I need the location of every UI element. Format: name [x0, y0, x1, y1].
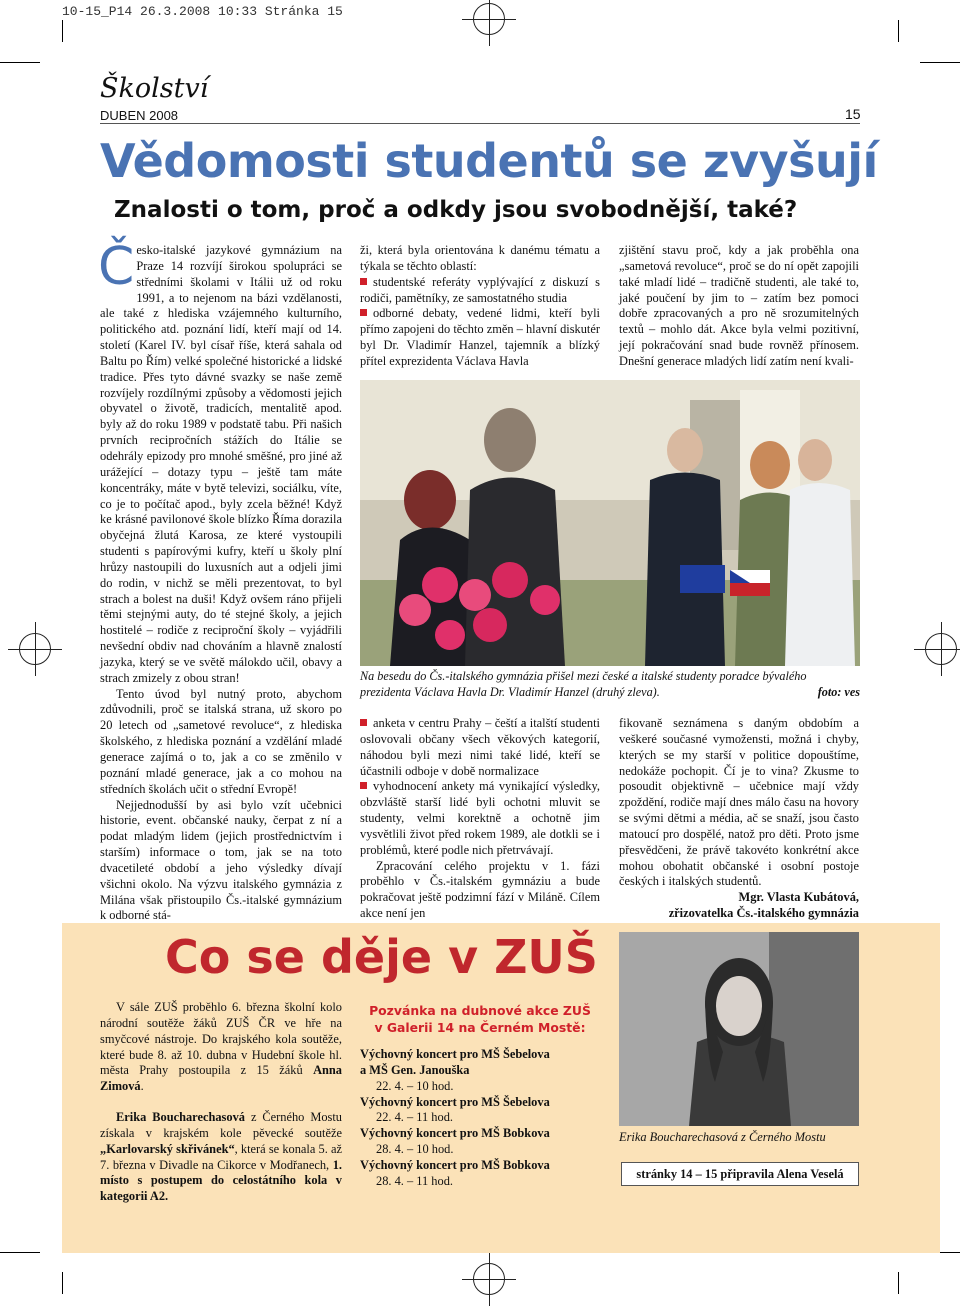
photo-credit: foto: ves — [817, 684, 860, 699]
photo-caption: Na besedu do Čs.-italského gymnázia přišel mezi české a italské studenty poradce bývalého prezidenta Václava Havla Dr. Vladimír Hanzel (druhý zleva). foto: ves — [360, 669, 860, 699]
concert-item: Výchovný koncert pro MŠ Bobkova 28. 4. – 11 hod. — [360, 1157, 550, 1188]
singer-photo-caption: Erika Boucharechasová z Černého Mostu — [619, 1130, 826, 1144]
crop-mark — [898, 20, 899, 42]
issue-date: DUBEN 2008 — [100, 108, 179, 123]
concert-item: Výchovný koncert pro MŠ Šebelova a MŠ Gen. Janouška 22. 4. – 10 hod. — [360, 1047, 550, 1093]
crop-mark — [62, 1272, 63, 1294]
article-column-1 — [98, 237, 342, 924]
print-slug: 10-15_P14 26.3.2008 10:33 Stránka 15 — [62, 4, 343, 19]
bullet-square-icon — [360, 278, 367, 285]
paragraph: ži, která byla orientována k danému tématu a týkala se těchto oblastí: — [360, 243, 600, 273]
bullet-item: studentské referáty vyplývající z diskuzí s rodiči, pamětníky, ze samostatného studia — [360, 274, 600, 305]
header-rule — [100, 123, 860, 124]
article-column-2 — [360, 243, 600, 370]
concert-list — [360, 1047, 600, 1190]
paragraph: fikovaně seznámena s daným obdobím a veškeré současné vymožensti, možná i chyby, kterých se my starší v politice dopouštíme, nedokáže pochopit. Čí je to vina? Zkusme to posoudit objektivně – učebnice mají vždy zpoždění, rodiče mají dnes málo času na hovory se svými dětmi a média, ač se snaží, jsou často matoucí pro dospělé, natož pro děti. Proto jsme přesvědčeni, že právě takovéto konkrétní akce mohou obohatit občanské i osobní postoje českých i italských studentů. Mgr. Vlasta Kubátová, — [619, 716, 859, 905]
registration-mark-icon — [473, 1263, 505, 1295]
crop-mark — [0, 1252, 40, 1253]
article-column-3 — [619, 243, 859, 370]
headline: Vědomosti studentů se zvyšují — [100, 134, 878, 188]
bullet-item: vyhodnocení ankety má vynikající výsledky, obzvláště starší lidé byli ochotni mluvit se studenty, velmi korektně a ochotně jim vysvětlili život před rokem 1989, ale dotkli se i problémů, které podle nich přetrvávají. — [360, 779, 600, 857]
article-column-2-continued — [360, 716, 600, 922]
paragraph: Tento úvod byl nutný proto, abychom zdůvodnili, proč se italská strana, už skoro po 20 letech od „sametové revoluce“, z hlediska školského, z hlediska poznání a vzdělání mladé generace zajímá o to, jak a co se změnilo v poznání mladé generace, jak a co mohou na středních školách učit o střední Evropě! — [100, 686, 342, 796]
paragraph: Erika Boucharechasová z Černého Mostu získala v krajském kole pěvecké soutěže „Karlovarský skřivánek“, která se konala 5. až 7. března v Divadle na Cikorce v Modřanech, 1. místo s postupem do celostátního kola v kategorii A2. — [100, 1110, 342, 1204]
paragraph: Zpracování celého projektu v 1. fázi proběhlo v Čs.-italském gymnáziu a bude pokračovat ještě podzimní fází v Miláně. Cílem akce není jen — [360, 858, 600, 921]
paragraph: V sále ZUŠ proběhlo 6. března školní kolo národní soutěže žáků ZUŠ ČR ve hře na smyčcové nástroje. Do krajského kola soutěže, které bude 8. až 10. dubna v Hudební škole hl. města Prahy postoupila z 15 žáků Anna Zimová. — [100, 1000, 342, 1094]
crop-mark — [0, 62, 40, 63]
bullet-item: odborné debaty, vedené lidmi, kteří byli přímo zapojeni do těchto změn – hlavní diskutér byl Dr. Vladimír Hanzel, tajemník a blízký přítel exprezidenta Václava Havla — [360, 306, 600, 368]
bullet-square-icon — [360, 782, 367, 789]
credit-box: stránky 14 – 15 připravila Alena Veselá — [621, 1162, 859, 1186]
author-role: zřizovatelka Čs.-italského gymnázia — [668, 906, 859, 921]
paragraph: zjištění stavu proč, kdy a jak proběhla ona „sametová revoluce“, proč se do ní opět zapojili také mladí lidé – tradičně studenti, ale také to, jaké poučení by jim to – zatím bez pomoci dobře zpracovaných a pro ně srozumitelných textů – mohlo dát. Akce byla velmi pozitivní, její pokračování snad bude rovněž přínosem. Dnešní generace mladých lidí zatím není kvali- — [619, 243, 859, 368]
registration-mark-icon — [473, 3, 505, 35]
concert-item: Výchovný koncert pro MŠ Šebelova 22. 4. – 11 hod. — [360, 1094, 550, 1125]
page-number: 15 — [845, 106, 861, 122]
drop-cap: Č — [98, 237, 135, 297]
article-photo — [360, 380, 860, 666]
article-column-3-continued — [619, 716, 859, 922]
invitation-heading: Pozvánka na dubnové akce ZUŠ v Galerii 14 na Černém Mostě: — [369, 1003, 591, 1035]
crop-mark — [898, 1272, 899, 1294]
crop-mark — [920, 62, 960, 63]
paragraph: esko-italské jazykové gymnázium na Praze 14 rozvíjí širokou spolupráci se středními školami v Itálii už od roku 1991, a to nejenom na bázi vzdělanosti, ale také z hlediska vzájemného kulturního, politického atd. poznání lidí, kteří mají od 14. století (Karel IV. byl císař říše, která sahala od Baltu po Řím) velké společné historické a lidské tradice. Přes tyto dávné svazky se naše země rozvíjely rozdílnými způsoby a vědomosti jejich obyvatel o životě, tradicích, mentalitě apod. byly až do roku 1989 v podstatě tabu. Při našich prvních recipročních stážích do Itálie se odehrály epizody pro mnohé směšné, pro jiné až urážející – dotazy typu – ještě tam máte koncentráky, máte v bytě televizi, sociálku, víte, co je to počítač apod., byly zcela běžné! Když ke krásné pavilonové škole blízko Říma dorazila obyčejná žlutá Karosa, ze které vystoupili studenti s papírovými kufry, kteří u školy plní hrůzy nastoupili do luxusních aut a odjeli jimi do rodin, v nichž se měli prezentovat, to byl strach a bolest na duši! Když ovšem ráno přijeli těmi stejnými auty, do té stejné školy, a jejich hostitelé – rodiče z reciproční školy – vyjádřili nevšední obdiv nad chováním a hlavně znalostí jazyka, který se ve světě málokdo učil, obavy a strach zmizely z obou stran! — [100, 243, 342, 685]
singer-photo — [619, 932, 859, 1126]
author-name: Mgr. Vlasta Kubátová, — [738, 890, 859, 905]
concert-item: Výchovný koncert pro MŠ Bobkova 28. 4. – 10 hod. — [360, 1126, 550, 1157]
registration-mark-icon — [925, 633, 957, 665]
registration-mark-icon — [19, 633, 51, 665]
bullet-square-icon — [360, 719, 367, 726]
crop-mark — [62, 20, 63, 42]
bullet-item: anketa v centru Prahy – čeští a italští studenti oslovovali občany všech věkových kategorií, náhodou byli mezi nimi také lidé, kteří se účastnili odboje v době normalizace — [360, 716, 600, 778]
zus-column-1 — [100, 1000, 342, 1205]
bullet-square-icon — [360, 309, 367, 316]
subheadline: Znalosti o tom, proč a odkdy jsou svobodnější, také? — [114, 197, 798, 223]
zus-section-title: Co se děje v ZUŠ — [165, 930, 598, 984]
paragraph: Nejjednodušší by asi bylo vzít učebnici historie, event. občanské nauky, čerpat z ní a podat mladým lidem (jejich prostřednictvím i starším) informace o tom, jak se na toto dvacetileté období a jeho výsledky dívají všichni okolo. Na výzvu italského gymnázia z Milána však přistoupilo Čs.-italské gymnázium k odborné stá- — [100, 797, 342, 923]
section-title: Školství — [100, 73, 209, 104]
